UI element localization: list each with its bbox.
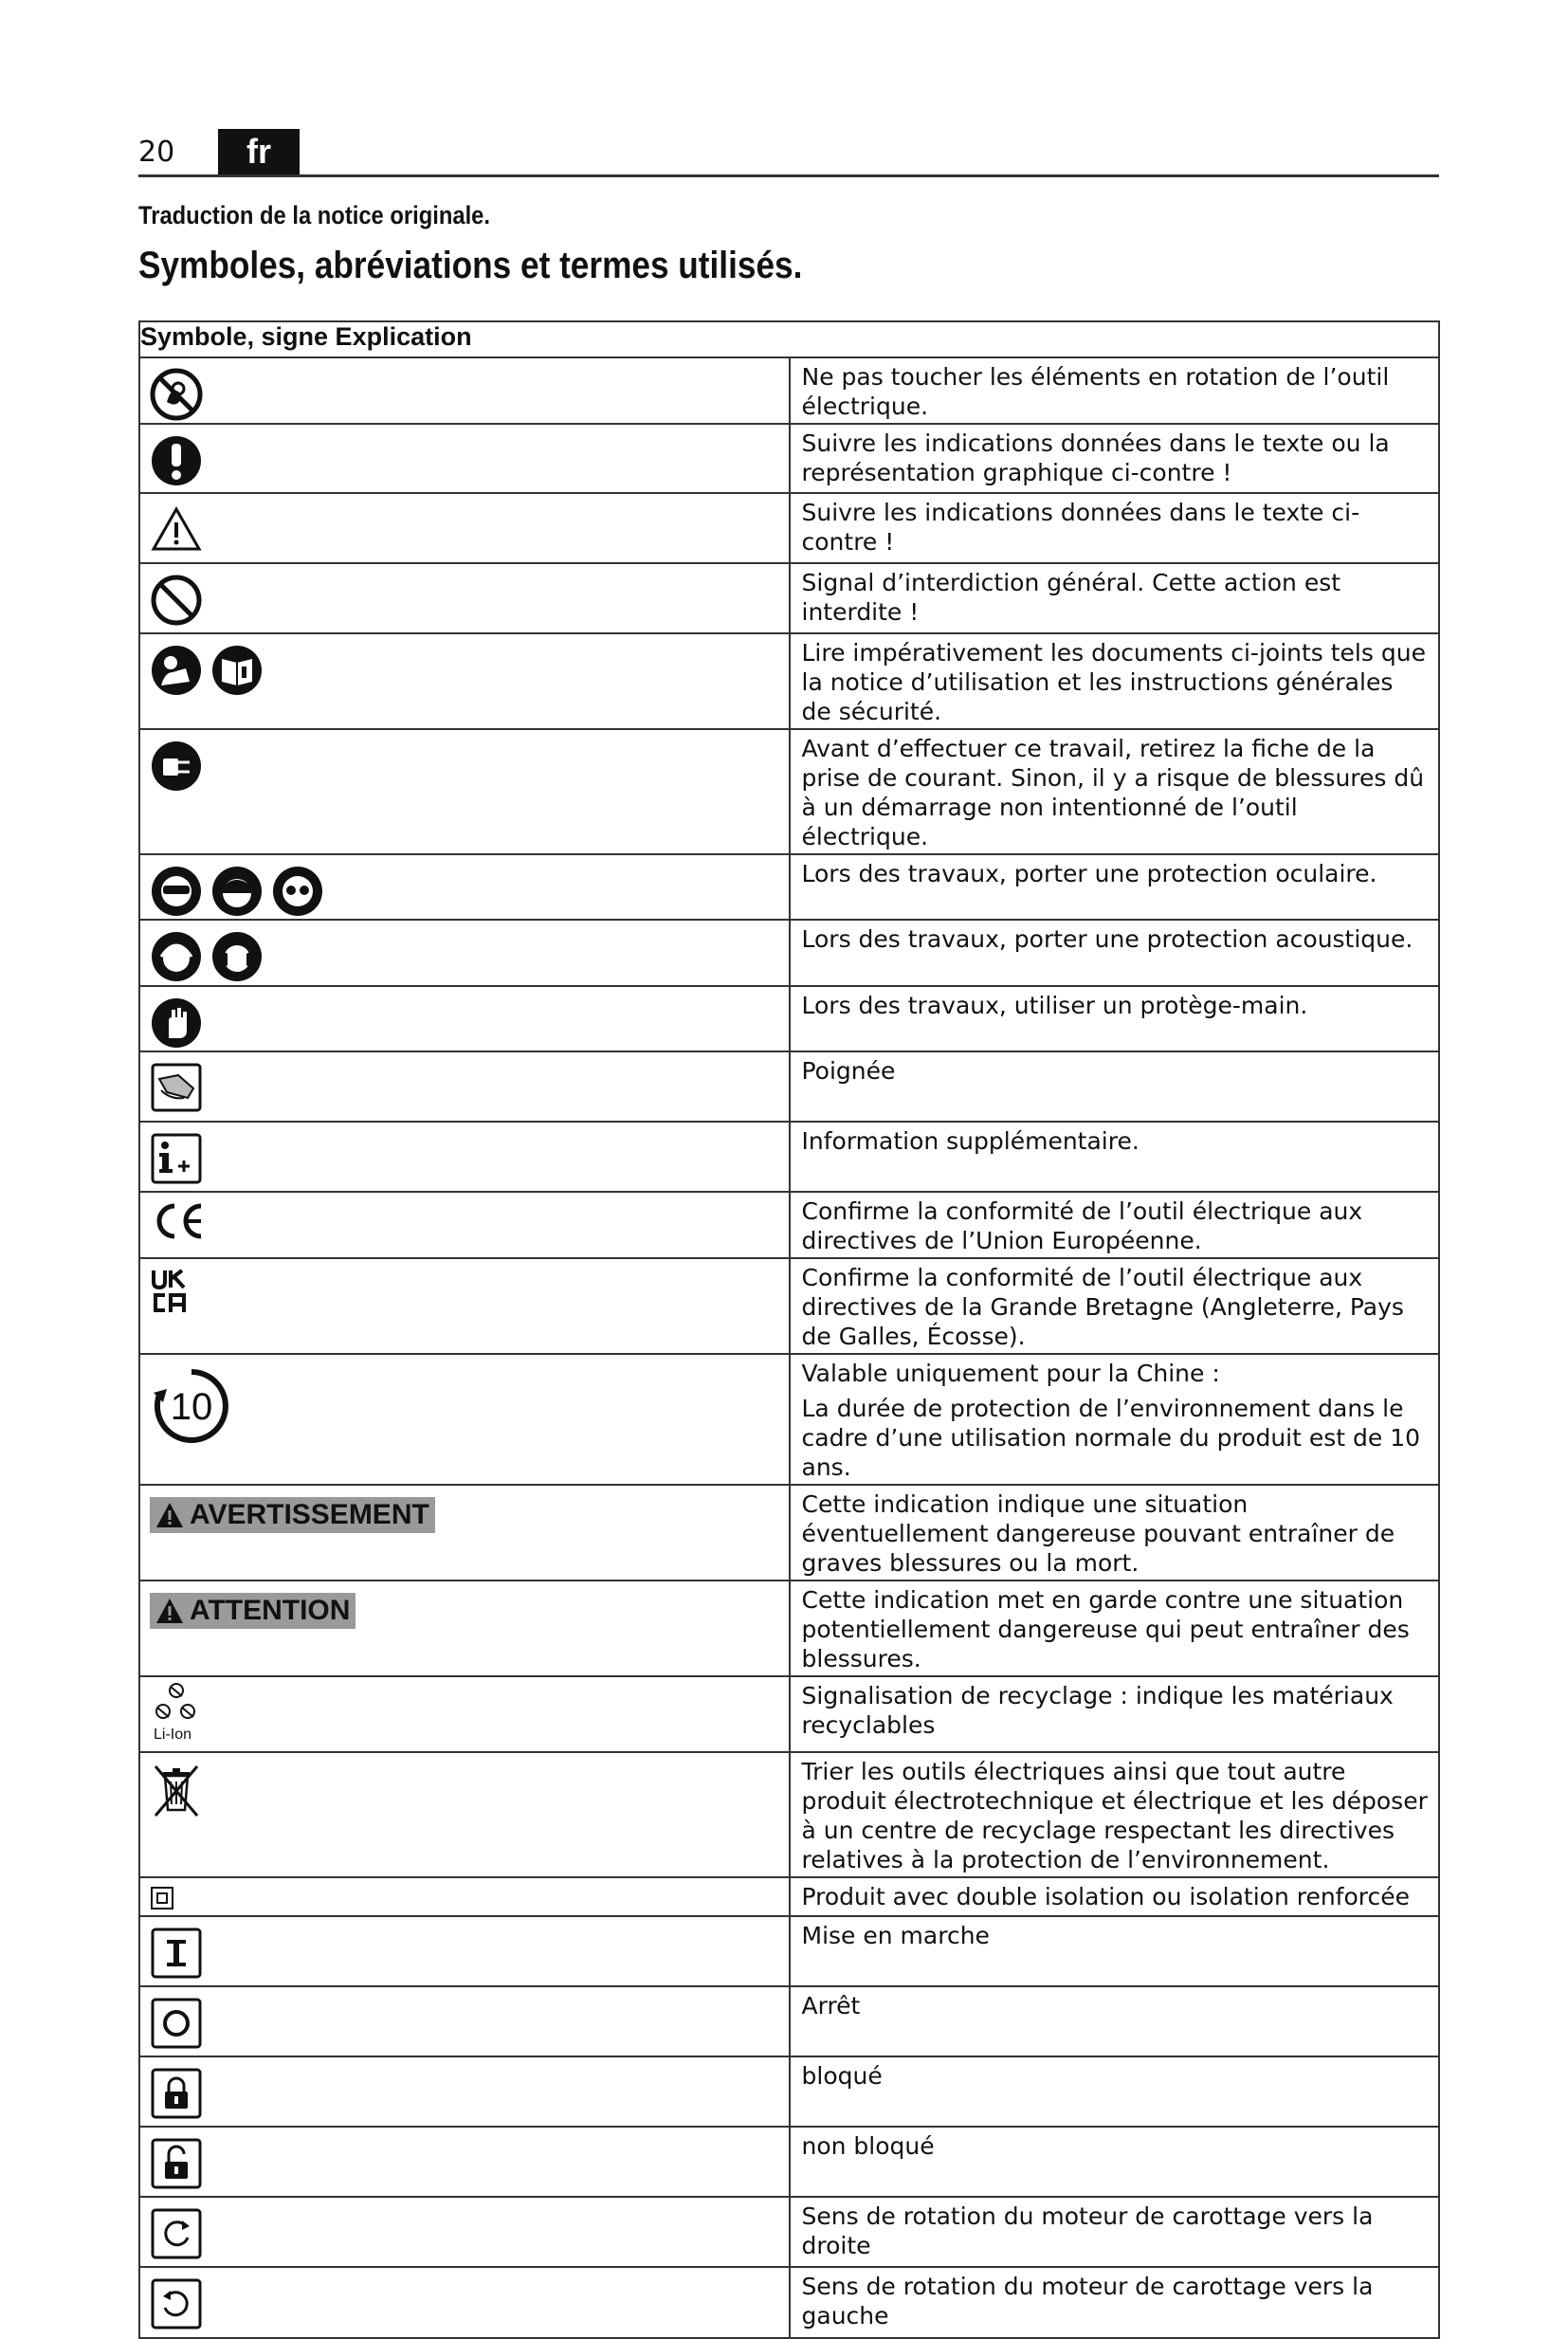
row-text: Lire impérativement les documents ci-joints tels que la notice d’utilisation et les instructions générales de sécurité.	[801, 639, 1426, 725]
table-row	[139, 1877, 1439, 1916]
double-insulation-icon	[150, 1886, 174, 1910]
read-manual-icon	[150, 644, 203, 697]
table-row	[139, 854, 1439, 920]
mandatory-exclamation-icon	[150, 434, 203, 487]
no-touch-rotating-icon	[150, 368, 203, 421]
ear-muff-icon	[150, 930, 203, 983]
unplug-icon	[150, 740, 203, 793]
unlocked-icon	[150, 2137, 203, 2190]
row-text: bloqué	[801, 2062, 883, 2090]
row-text: Cette indication indique une situation éventuellement dangereuse pouvant entraîner de graves blessures ou la mort.	[801, 1490, 1395, 1577]
info-plus-icon	[150, 1132, 203, 1185]
ear-protection-icon	[210, 930, 264, 983]
row-text: Lors des travaux, porter une protection acoustique.	[801, 925, 1413, 953]
warning-label-text: AVERTISSEMENT	[190, 1499, 429, 1530]
switch-off-icon	[150, 1997, 203, 2050]
eye-protection-icon	[150, 865, 203, 918]
attention-label	[150, 1593, 356, 1629]
table-row	[139, 1581, 1439, 1676]
row-text: Confirme la conformité de l’outil électrique aux directives de la Grande Bretagne (Angleterre, Pays de Galles, Écosse).	[801, 1264, 1404, 1350]
book-info-icon	[210, 644, 264, 697]
row-text: Arrêt	[801, 1992, 861, 2019]
row-text: Suivre les indications données dans le texte ci-contre !	[801, 499, 1360, 556]
prohibition-icon	[150, 574, 203, 627]
row-text: Lors des travaux, utiliser un protège-main.	[801, 992, 1308, 1019]
weee-crossed-bin-icon	[150, 1763, 203, 1819]
table-row	[139, 920, 1439, 986]
locked-icon	[150, 2067, 203, 2120]
table-row	[139, 2056, 1439, 2127]
table-row	[139, 2197, 1439, 2267]
table-row	[139, 1986, 1439, 2056]
ce-mark-icon	[150, 1200, 207, 1242]
table-row	[139, 633, 1439, 729]
row-text: Information supplémentaire.	[801, 1127, 1140, 1155]
row-text: Suivre les indications données dans le texte ou la représentation graphique ci-contre !	[801, 429, 1390, 486]
row-text: Confirme la conformité de l’outil électrique aux directives de l’Union Européenne.	[801, 1197, 1363, 1254]
row-text: Ne pas toucher les éléments en rotation de l’outil électrique.	[801, 363, 1390, 420]
table-row	[139, 357, 1439, 424]
table-row	[139, 1192, 1439, 1258]
row-text: Valable uniquement pour la Chine :	[801, 1360, 1220, 1387]
table-header: Symbole, signe Explication	[139, 321, 1439, 357]
row-text-detail: La durée de protection de l’environnement dans le cadre d’une utilisation normale du produit est de 10 ans.	[801, 1395, 1421, 1481]
li-ion-label: Li-Ion	[154, 1727, 192, 1743]
table-row	[139, 2127, 1439, 2197]
face-shield-icon	[210, 865, 264, 918]
page-number: 20	[138, 136, 175, 169]
table-row	[139, 729, 1439, 854]
china-10-years-icon	[150, 1364, 233, 1448]
warning-triangle-icon	[155, 1502, 184, 1528]
rotation-right-icon	[150, 2207, 203, 2260]
rotation-left-icon	[150, 2277, 203, 2330]
row-text: Lors des travaux, porter une protection oculaire.	[801, 860, 1377, 887]
row-text: Poignée	[801, 1057, 896, 1085]
header-rule	[138, 174, 1439, 177]
row-text: non bloqué	[801, 2132, 935, 2160]
page-title: Symboles, abréviations et termes utilisés.	[138, 245, 803, 286]
table-header-row	[139, 321, 1439, 357]
handle-icon	[150, 1062, 203, 1113]
table-row	[139, 1051, 1439, 1122]
attention-label-text: ATTENTION	[190, 1595, 351, 1626]
table-row	[139, 1916, 1439, 1986]
warning-label	[150, 1497, 435, 1533]
table-row	[139, 1258, 1439, 1354]
symbols-table	[138, 320, 1440, 2339]
table-row	[139, 1354, 1439, 1485]
table-row	[139, 1485, 1439, 1581]
table-row	[139, 1676, 1439, 1752]
table-row	[139, 2267, 1439, 2338]
switch-on-icon	[150, 1927, 203, 1980]
recycling-li-ion-icon	[150, 1681, 203, 1727]
table-row	[139, 1752, 1439, 1877]
table-row	[139, 563, 1439, 633]
table-row	[139, 424, 1439, 493]
table-row	[139, 986, 1439, 1051]
warning-triangle-icon	[155, 1598, 184, 1624]
safety-goggles-icon	[271, 865, 324, 918]
row-text: Sens de rotation du moteur de carottage vers la gauche	[801, 2273, 1374, 2330]
row-text: Sens de rotation du moteur de carottage vers la droite	[801, 2202, 1374, 2259]
row-text: Produit avec double isolation ou isolation renforcée	[801, 1883, 1411, 1910]
row-text: Signalisation de recyclage : indique les matériaux recyclables	[801, 1682, 1394, 1739]
row-text: Avant d’effectuer ce travail, retirez la fiche de la prise de courant. Sinon, il y a risque de blessures dû à un démarrage non intentionné de l’outil électrique.	[801, 735, 1425, 850]
subtitle: Traduction de la notice originale.	[138, 201, 490, 229]
table-row	[139, 493, 1439, 563]
row-text: Signal d’interdiction général. Cette action est interdite !	[801, 569, 1341, 626]
hand-protection-icon	[150, 996, 203, 1050]
table-row	[139, 1122, 1439, 1192]
language-badge: fr	[218, 129, 300, 174]
ukca-mark-icon	[150, 1267, 191, 1316]
warning-triangle-icon	[150, 503, 203, 553]
row-text: Mise en marche	[801, 1922, 990, 1949]
row-text: Cette indication met en garde contre une situation potentiellement dangereuse qui peut entraîner des blessures.	[801, 1586, 1410, 1672]
row-text: Trier les outils électriques ainsi que tout autre produit électrotechnique et électrique et les déposer à un centre de recyclage respectant les directives relatives à la protection de l’environnement.	[801, 1758, 1428, 1873]
svg-text:10: 10	[170, 1386, 213, 1428]
